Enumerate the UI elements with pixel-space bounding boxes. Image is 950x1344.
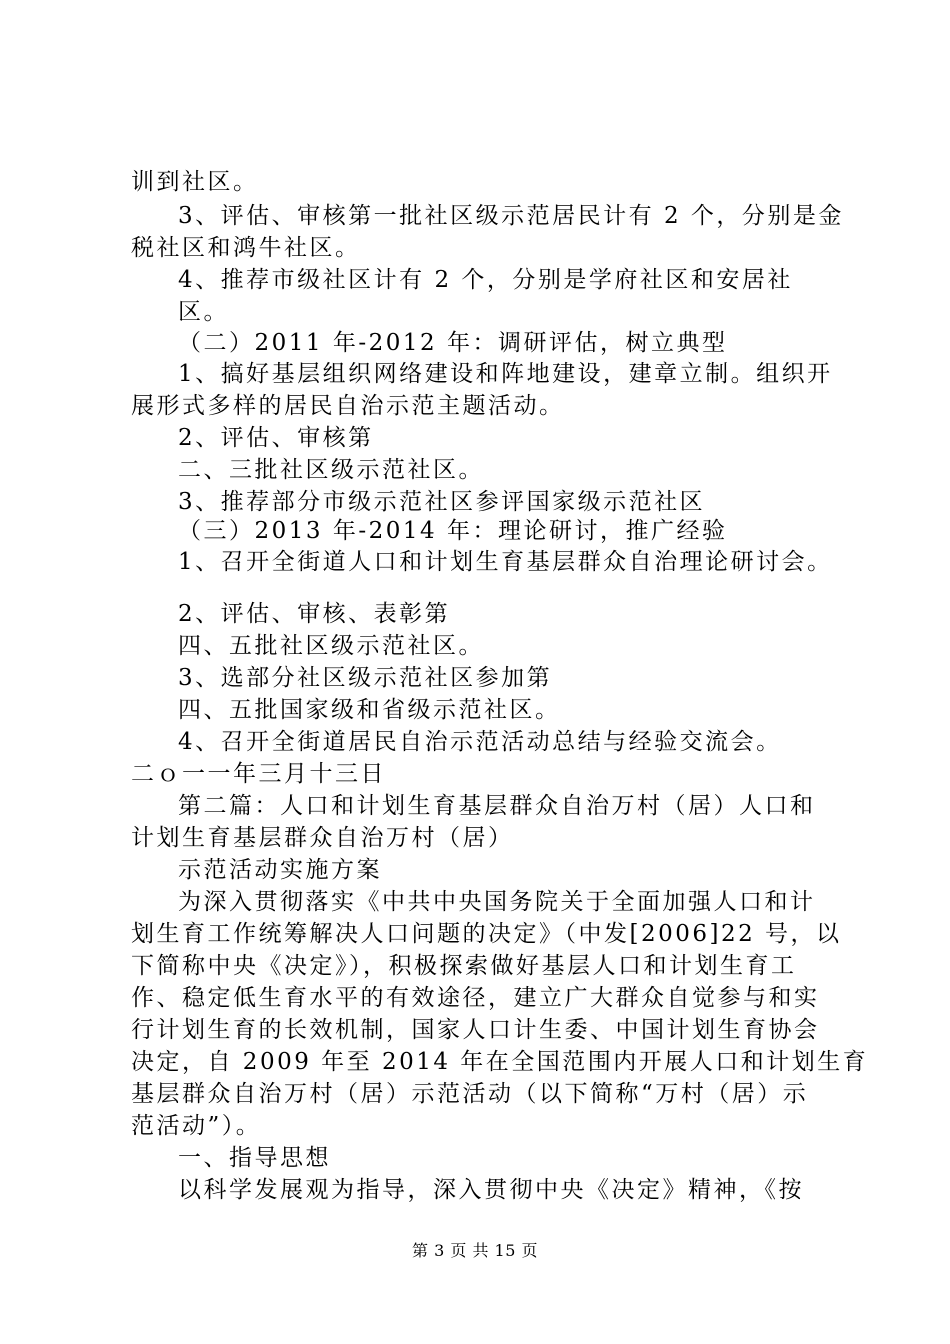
text-line: 示范活动实施方案 bbox=[178, 857, 382, 883]
text-line: 一、指导思想 bbox=[178, 1145, 331, 1171]
text-line: 训到社区。 bbox=[131, 169, 259, 195]
text-line: 税社区和鸿牛社区。 bbox=[131, 235, 361, 261]
text-line: （三）2013 年-2014 年：理论研讨，推广经验 bbox=[178, 518, 728, 544]
text-line: 范活动”）。 bbox=[131, 1113, 262, 1139]
text-line: 决定，自 2009 年至 2014 年在全国范围内开展人口和计划生育 bbox=[131, 1049, 869, 1075]
text-line: 3、选部分社区级示范社区参加第 bbox=[178, 665, 553, 691]
text-line: 作、稳定低生育水平的有效途径，建立广大群众自觉参与和实 bbox=[131, 985, 820, 1011]
text-line: 3、推荐部分市级示范社区参评国家级示范社区 bbox=[178, 489, 706, 515]
text-line: 四、五批社区级示范社区。 bbox=[178, 633, 484, 659]
text-line: 为深入贯彻落实《中共中央国务院关于全面加强人口和计 bbox=[178, 889, 816, 915]
text-line: 1、召开全街道人口和计划生育基层群众自治理论研讨会。 bbox=[178, 549, 833, 575]
text-line: 第二篇：人口和计划生育基层群众自治万村（居）人口和 bbox=[178, 793, 816, 819]
text-line: 划生育工作统筹解决人口问题的决定》（中发[2006]22 号，以 bbox=[131, 921, 842, 947]
text-line: 4、推荐市级社区计有 2 个，分别是学府社区和安居社 bbox=[178, 267, 793, 293]
text-line: 二ｏ一一年三月十三日 bbox=[131, 761, 386, 787]
text-line: 行计划生育的长效机制，国家人口计生委、中国计划生育协会 bbox=[131, 1017, 820, 1043]
text-line: （二）2011 年-2012 年：调研评估，树立典型 bbox=[178, 330, 728, 356]
text-line: 4、召开全街道居民自治示范活动总结与经验交流会。 bbox=[178, 729, 782, 755]
text-line: 四、五批国家级和省级示范社区。 bbox=[178, 697, 561, 723]
text-line: 2、评估、审核第 bbox=[178, 425, 374, 451]
text-line: 计划生育基层群众自治万村（居） bbox=[131, 825, 514, 851]
text-line: 展形式多样的居民自治示范主题活动。 bbox=[131, 393, 565, 419]
text-line: 基层群众自治万村（居）示范活动（以下简称“万村（居）示 bbox=[131, 1081, 809, 1107]
text-line: 下简称中央《决定》），积极探索做好基层人口和计划生育工 bbox=[131, 953, 797, 979]
text-line: 3、评估、审核第一批社区级示范居民计有 2 个，分别是金 bbox=[178, 203, 844, 229]
page-footer: 第 3 页 共 15 页 bbox=[412, 1241, 538, 1260]
text-line: 以科学发展观为指导，深入贯彻中央《决定》精神，《按 bbox=[178, 1177, 804, 1203]
text-line: 二、三批社区级示范社区。 bbox=[178, 457, 484, 483]
text-line: 区。 bbox=[178, 299, 229, 325]
text-line: 2、评估、审核、表彰第 bbox=[178, 601, 451, 627]
text-line: 1、搞好基层组织网络建设和阵地建设，建章立制。组织开 bbox=[178, 361, 833, 387]
